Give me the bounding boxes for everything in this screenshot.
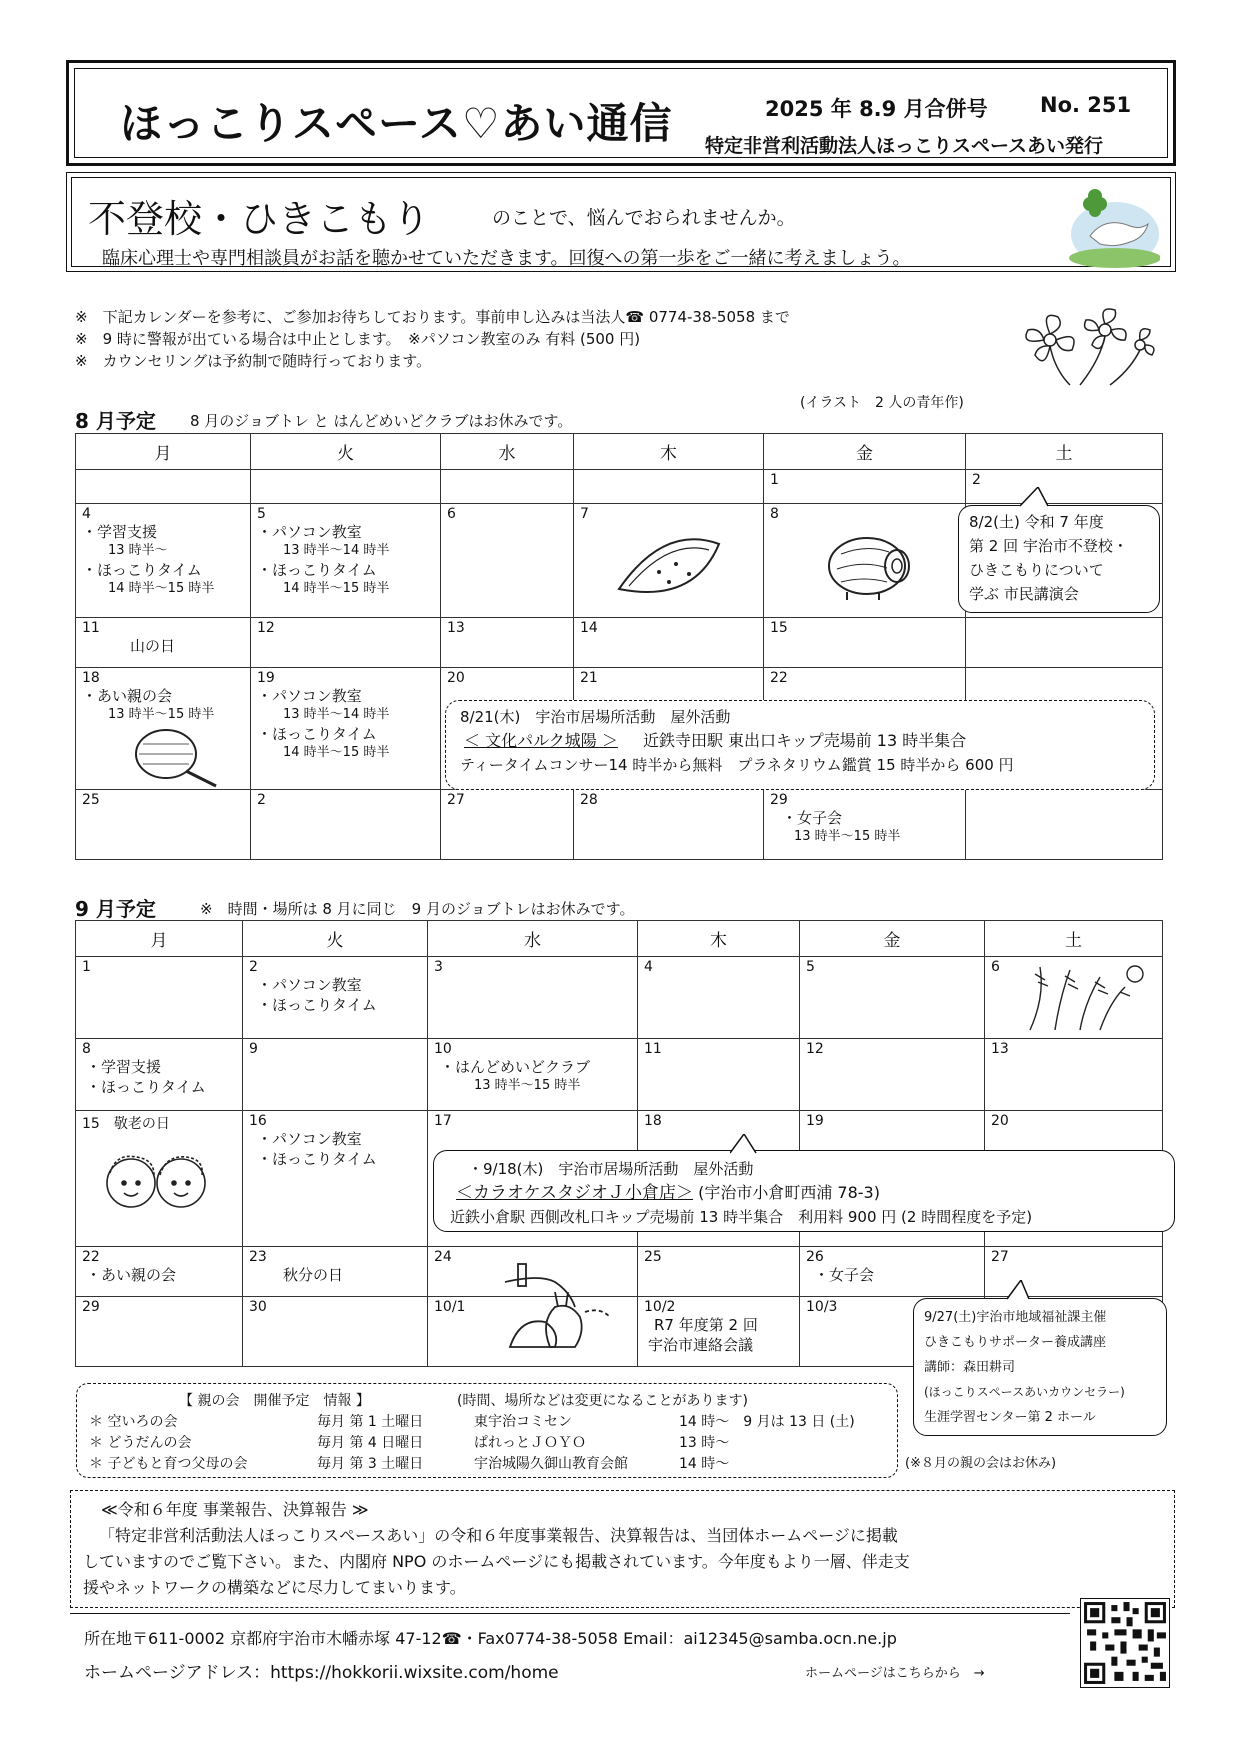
- date-number: 18: [644, 1113, 662, 1129]
- callout-line: 9/27(土)宇治市地域福祉課主催: [924, 1310, 1107, 1325]
- event-time: 14 時半～15 時半: [108, 581, 215, 596]
- meeting-name: ＊ 子どもと育つ父母の会: [89, 1456, 248, 1472]
- date-number: 15: [770, 620, 788, 636]
- watermelon-icon: [614, 534, 724, 604]
- event-name: ・あい親の会: [86, 1266, 177, 1284]
- calendar-cell: [76, 618, 251, 668]
- date-number: 3: [434, 959, 443, 975]
- date-number: 5: [806, 959, 815, 975]
- calendar-cell: [966, 790, 1163, 860]
- parents-meeting-title: 【 親の会 開催予定 情報 】: [179, 1393, 370, 1409]
- calendar-cell: [243, 957, 428, 1039]
- masthead: [66, 60, 1176, 166]
- calendar-cell: [764, 504, 966, 618]
- date-number: 26: [806, 1249, 824, 1265]
- date-number: 9: [249, 1041, 258, 1057]
- event-name: ・パソコン教室: [257, 523, 362, 541]
- meeting-time: 14 時～: [679, 1456, 730, 1472]
- rabbit-mochi-icon: [500, 1262, 615, 1352]
- calendar-cell: [800, 1039, 985, 1111]
- susuki-grass-icon: [1010, 962, 1150, 1032]
- event-name: ・ほっこりタイム: [257, 561, 377, 579]
- event-name: ・パソコン教室: [257, 976, 362, 994]
- intro-box: [66, 172, 1176, 272]
- calendar-cell: [574, 790, 764, 860]
- calendar-cell: [76, 504, 251, 618]
- event-time: 14 時半～15 時半: [283, 745, 390, 760]
- intro-headline-suffix: のことで、悩んでおられませんか。: [492, 207, 796, 229]
- date-number: 10/3: [806, 1299, 838, 1315]
- calendar-cell: [638, 1039, 800, 1111]
- issue-number: No. 251: [1040, 93, 1132, 117]
- date-number: 1: [82, 959, 91, 975]
- meeting-schedule: 毎月 第 4 日曜日: [317, 1435, 424, 1451]
- event-name: ・学習支援: [82, 523, 158, 541]
- calendar-cell: [441, 504, 574, 618]
- date-number: 28: [580, 792, 598, 808]
- calendar-cell: [76, 790, 251, 860]
- date-number: 13: [447, 620, 465, 636]
- weekday-header: 金: [800, 921, 985, 957]
- qr-code-icon[interactable]: [1080, 1598, 1170, 1688]
- event-name: ・はんどめいどクラブ: [440, 1058, 591, 1076]
- date-number: 10/2: [644, 1299, 676, 1315]
- calendar-cell: [428, 957, 638, 1039]
- callout-pointer: [1005, 1280, 1033, 1300]
- event-name: R7 年度第 2 回: [654, 1316, 758, 1334]
- note-item: ※ 下記カレンダーを参考に、ご参加お待ちしております。事前申し込みは当法人☎ 0774-38-5058 まで: [75, 308, 790, 326]
- calendar-cell: [985, 957, 1163, 1039]
- calendar-cell: [574, 618, 764, 668]
- calendar-cell: [966, 470, 1163, 504]
- august-note: 8 月のジョブトレ と はんどめいどクラブはお休みです。: [190, 412, 573, 430]
- calendar-cell: [243, 1297, 428, 1367]
- event-name: ・パソコン教室: [257, 1130, 362, 1148]
- calendar-cell: [251, 470, 441, 504]
- footer-homepage-link[interactable]: ホームページアドレス：https://hokkorii.wixsite.com/home: [84, 1663, 559, 1683]
- cosmos-flower-icon: [1010, 305, 1160, 390]
- footer: [70, 1613, 1070, 1703]
- event-name: ・ほっこりタイム: [82, 561, 202, 579]
- september-title: 9 月予定: [75, 897, 156, 921]
- mosquito-pig-icon: [819, 524, 919, 604]
- parents-meeting-note: (時間、場所などは変更になることがあります): [457, 1393, 748, 1409]
- weekday-header: 月: [76, 434, 251, 470]
- venue-address: (宇治市小倉町西浦 78-3): [698, 1183, 880, 1202]
- calendar-cell: [243, 1039, 428, 1111]
- event-time: 13 時半～15 時半: [108, 707, 215, 722]
- calendar-cell: [638, 957, 800, 1039]
- report-title: ≪令和６年度 事業報告、決算報告 ≫: [101, 1500, 369, 1519]
- callout-pointer: [1020, 487, 1050, 507]
- intro-inner-border: [71, 177, 1171, 267]
- date-number: 12: [806, 1041, 824, 1057]
- date-number: 30: [249, 1299, 267, 1315]
- meeting-schedule: 毎月 第 3 土曜日: [317, 1456, 424, 1472]
- callout-line: 講師：森田耕司: [924, 1360, 1016, 1375]
- calendar-cell: [251, 504, 441, 618]
- date-number: 17: [434, 1113, 452, 1129]
- date-number: 22: [770, 670, 788, 686]
- date-number: 12: [257, 620, 275, 636]
- weekday-header: 土: [985, 921, 1163, 957]
- callout-line: (ほっこりスペースあいカウンセラー): [924, 1385, 1125, 1399]
- date-number: 27: [447, 792, 465, 808]
- venue-name: ＜カラオケスタジオＪ小倉店＞: [456, 1183, 693, 1203]
- calendar-cell: [243, 1247, 428, 1297]
- event-name: ・あい親の会: [82, 687, 173, 705]
- callout-sep27-course: [913, 1298, 1167, 1436]
- weekday-header: 水: [428, 921, 638, 957]
- illustration-credit: (イラスト 2 人の青年作): [800, 395, 964, 411]
- event-name: ・ほっこりタイム: [86, 1078, 206, 1096]
- date-number: 22: [82, 1249, 100, 1265]
- calendar-cell: [251, 668, 441, 790]
- calendar-cell: [441, 618, 574, 668]
- event-time: 13 時半～14 時半: [283, 543, 390, 558]
- callout-line: ティータイムコンサー14 時半から無料 プラネタリウム鑑賞 15 時半から 600 円: [460, 756, 1014, 774]
- calendar-cell: [638, 1247, 800, 1297]
- event-name: ・女子会: [782, 809, 843, 827]
- calendar-cell: [76, 1297, 243, 1367]
- meeting-place: 東宇治コミセン: [474, 1414, 572, 1430]
- date-number: 24: [434, 1249, 452, 1265]
- calendar-cell: [76, 668, 251, 790]
- date-number: 23: [249, 1249, 267, 1265]
- date-number: 10: [434, 1041, 452, 1057]
- date-number: 2: [257, 792, 266, 808]
- event-time: 13 時半～14 時半: [283, 707, 390, 722]
- intro-description: 臨床心理士や専門相談員がお話を聴かせていただきます。回復への第一歩をご一緒に考えましょう。: [102, 248, 911, 269]
- event-name: ・ほっこりタイム: [257, 996, 377, 1014]
- date-number: 2: [972, 472, 981, 488]
- calendar-cell: [638, 1297, 800, 1367]
- meeting-schedule: 毎月 第 1 土曜日: [317, 1414, 424, 1430]
- calendar-cell: [966, 618, 1163, 668]
- meeting-point: 近鉄寺田駅 東出口キップ売場前 13 時半集合: [642, 731, 967, 750]
- notes-list: [75, 306, 790, 372]
- calendar-cell: [251, 790, 441, 860]
- calendar-cell: [574, 470, 764, 504]
- calendar-cell: [251, 618, 441, 668]
- date-number: 10/1: [434, 1299, 466, 1315]
- callout-line: [460, 729, 1140, 753]
- calendar-cell: [76, 470, 251, 504]
- calendar-cell: [574, 504, 764, 618]
- calendar-cell: [800, 1247, 985, 1297]
- report-line: していますのでご覧下さい。また、内閣府 NPO のホームページにも掲載されています。今年度もより一層、伴走支: [83, 1552, 910, 1571]
- date-number: 2: [249, 959, 258, 975]
- event-time: 13 時半～15 時半: [794, 829, 901, 844]
- masthead-inner-border: [74, 68, 1168, 158]
- date-number: 7: [580, 506, 589, 522]
- intro-headline: 不登校・ひきこもり: [88, 197, 431, 241]
- august-title: 8 月予定: [75, 409, 156, 433]
- date-number: 13: [991, 1041, 1009, 1057]
- calendar-cell: [243, 1111, 428, 1247]
- meeting-time: 14 時～ 9 月は 13 日 (土): [679, 1414, 855, 1430]
- callout-line: ひきこもりサポーター養成講座: [924, 1335, 1107, 1350]
- event-time: 13 時半～15 時半: [474, 1078, 581, 1093]
- event-time: 14 時半～15 時半: [283, 581, 390, 596]
- date-number: 4: [644, 959, 653, 975]
- meeting-name: ＊ どうだんの会: [89, 1435, 192, 1451]
- report-line: 援やネットワークの構築などに尽力してまいります。: [83, 1578, 466, 1597]
- event-name: ・ほっこりタイム: [257, 725, 377, 743]
- weekday-header: 金: [764, 434, 966, 470]
- newsletter-title: ほっこりスペース♡あい通信: [120, 99, 673, 148]
- date-number: 5: [257, 506, 266, 522]
- event-name: ・ほっこりタイム: [257, 1150, 377, 1168]
- date-number: 15 敬老の日: [82, 1116, 170, 1132]
- date-number: 29: [82, 1299, 100, 1315]
- calendar-cell: [428, 1039, 638, 1111]
- date-number: 8: [770, 506, 779, 522]
- weekday-header: 木: [638, 921, 800, 957]
- date-number: 1: [770, 472, 779, 488]
- calendar-cell: [800, 957, 985, 1039]
- callout-line: ひきこもりについて: [969, 561, 1104, 579]
- calendar-cell: [441, 470, 574, 504]
- event-time: 13 時半～: [108, 543, 168, 558]
- date-number: 14: [580, 620, 598, 636]
- date-number: 6: [447, 506, 456, 522]
- event-name: ・パソコン教室: [257, 687, 362, 705]
- date-number: 29: [770, 792, 788, 808]
- footer-address: 所在地〒611-0002 京都府宇治市木幡赤塚 47-12☎・Fax0774-38-5058 Email：ai12345@samba.ocn.ne.jp: [84, 1629, 897, 1648]
- meeting-name: ＊ 空いろの会: [89, 1414, 178, 1430]
- event-name: ・学習支援: [86, 1058, 162, 1076]
- event-name: 宇治市連絡会議: [648, 1336, 754, 1354]
- callout-line: 第 2 回 宇治市不登校・: [969, 537, 1128, 555]
- callout-line: 8/2(土) 令和 7 年度: [969, 513, 1104, 531]
- weekday-header: 水: [441, 434, 574, 470]
- date-number: 11: [82, 620, 100, 636]
- date-number: 16: [249, 1113, 267, 1129]
- callout-line: 学ぶ 市民講演会: [969, 585, 1079, 603]
- callout-line: 近鉄小倉駅 西側改札口キップ売場前 13 時半集合 利用料 900 円 (2 時間程度を予定): [450, 1208, 1033, 1226]
- weekday-header: 木: [574, 434, 764, 470]
- meeting-place: ぱれっとＪＯＹＯ: [474, 1435, 586, 1451]
- date-number: 19: [806, 1113, 824, 1129]
- parents-meeting-box: [76, 1383, 898, 1478]
- date-number: 25: [644, 1249, 662, 1265]
- callout-aug21-outing: [445, 700, 1155, 790]
- callout-line: 生涯学習センター第 2 ホール: [924, 1410, 1096, 1425]
- date-number: 21: [580, 670, 598, 686]
- calendar-cell: [76, 1039, 243, 1111]
- date-number: 4: [82, 506, 91, 522]
- venue-name: ＜ 文化パルク城陽 ＞: [464, 731, 618, 750]
- date-number: 27: [991, 1249, 1009, 1265]
- elderly-couple-icon: [96, 1145, 216, 1215]
- meeting-place: 宇治城陽久御山教育会館: [474, 1456, 628, 1472]
- calendar-cell: [764, 790, 966, 860]
- calendar-cell: [76, 957, 243, 1039]
- callout-aug2-lecture: [958, 505, 1160, 613]
- date-number: 19: [257, 670, 275, 686]
- parents-meeting-closed-note: (※８月の親の会はお休み): [905, 1456, 1057, 1471]
- dove-clover-icon: [1060, 186, 1160, 268]
- holiday-label: 秋分の日: [283, 1266, 344, 1284]
- august-calendar: [75, 433, 1163, 860]
- holiday-label: 山の日: [130, 637, 176, 655]
- callout-pointer: [730, 1134, 760, 1154]
- annual-report-box: [70, 1490, 1175, 1608]
- note-item: ※ 9 時に警報が出ている場合は中止とします。 ※パソコン教室のみ 有料 (500 円): [75, 330, 641, 348]
- callout-line: 8/21(木) 宇治市居場所活動 屋外活動: [460, 708, 731, 726]
- calendar-cell: [764, 470, 966, 504]
- callout-line: ・9/18(木) 宇治市居場所活動 屋外活動: [468, 1160, 754, 1178]
- calendar-cell: [76, 1111, 243, 1247]
- qr-code-note: ホームページはこちらから →: [805, 1666, 985, 1681]
- uchiwa-fan-icon: [131, 726, 221, 788]
- calendar-cell: [76, 1247, 243, 1297]
- date-number: 6: [991, 959, 1000, 975]
- weekday-header: 土: [966, 434, 1163, 470]
- note-item: ※ カウンセリングは予約制で随時行っております。: [75, 352, 432, 370]
- callout-line: [450, 1181, 1158, 1205]
- callout-sep18-outing: [433, 1150, 1175, 1232]
- publisher-label: 特定非営利活動法人ほっこりスペースあい発行: [705, 135, 1104, 157]
- calendar-cell: [985, 1039, 1163, 1111]
- report-line: 「特定非営利活動法人ほっこりスペースあい」の令和６年度事業報告、決算報告は、当団体ホームページに掲載: [99, 1526, 898, 1545]
- date-number: 20: [991, 1113, 1009, 1129]
- weekday-header: 火: [251, 434, 441, 470]
- calendar-cell: [441, 790, 574, 860]
- weekday-header: 月: [76, 921, 243, 957]
- issue-label: 2025 年 8.9 月合併号: [765, 97, 988, 121]
- date-number: 11: [644, 1041, 662, 1057]
- weekday-header: 火: [243, 921, 428, 957]
- calendar-cell: [764, 618, 966, 668]
- meeting-time: 13 時～: [679, 1435, 730, 1451]
- date-number: 25: [82, 792, 100, 808]
- date-number: 8: [82, 1041, 91, 1057]
- report-body: [83, 1523, 910, 1601]
- event-name: ・女子会: [814, 1266, 875, 1284]
- september-note: ※ 時間・場所は 8 月に同じ 9 月のジョブトレはお休みです。: [200, 900, 635, 918]
- date-number: 20: [447, 670, 465, 686]
- date-number: 18: [82, 670, 100, 686]
